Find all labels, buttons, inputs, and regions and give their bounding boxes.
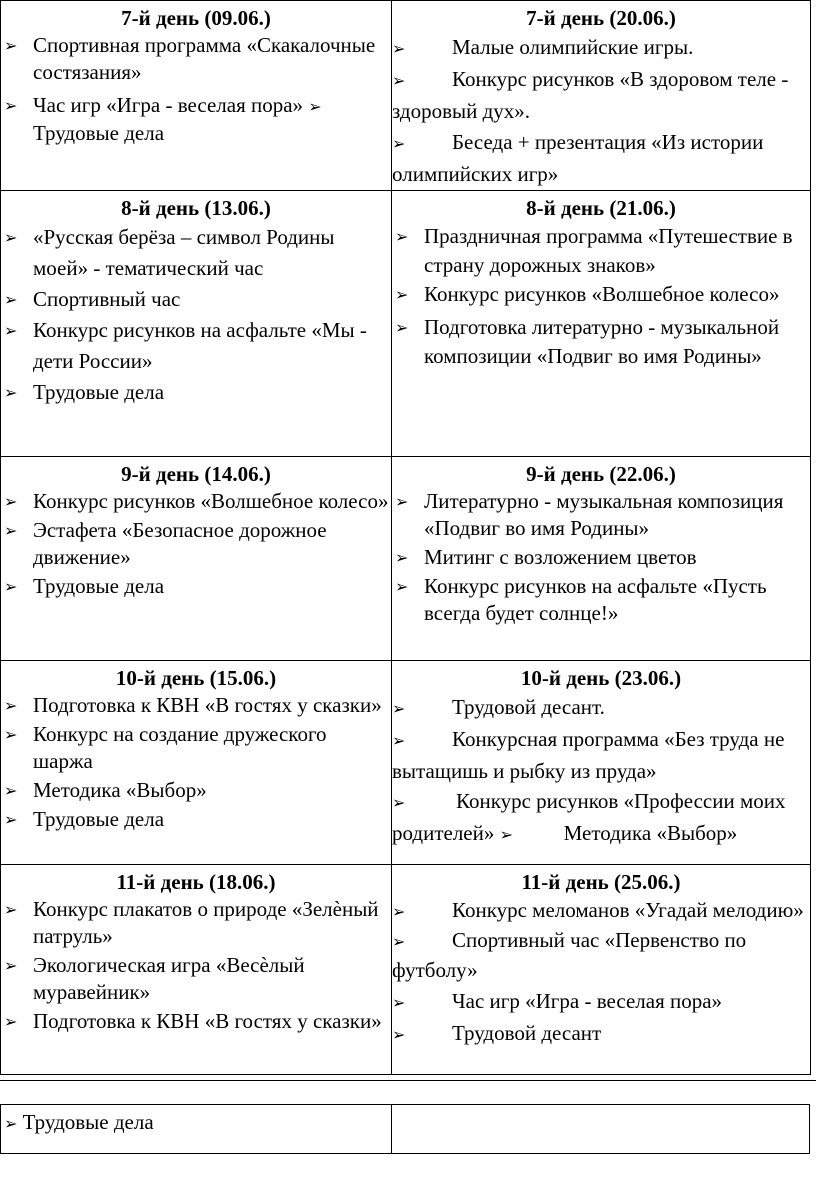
arrow-bullet-icon: ➢ (392, 793, 406, 812)
footer-item: Трудовые дела (22, 1110, 154, 1134)
arrow-bullet-icon: ➢ (395, 318, 409, 337)
arrow-bullet-icon: ➢ (395, 227, 409, 246)
arrow-bullet-icon: ➢ (4, 900, 18, 919)
list-item: ➢ Подготовка к КВН «В гостях у сказки» (4, 693, 382, 717)
list-item: ➢ Митинг с возложением цветов (395, 545, 697, 569)
day-cell (1, 191, 392, 457)
activity-list (392, 32, 810, 190)
list-item: ➢ Беседа + презентация «Из истории олимпийских игр» (392, 130, 764, 186)
list-item: ➢ Трудовые дела (4, 574, 165, 598)
list-item: ➢ Конкурс рисунков «Волшебное колесо» (4, 489, 389, 513)
list-item: ➢ Конкурс рисунков на асфальте «Пусть всегда будет солнце!» (395, 574, 767, 625)
activity-list (392, 896, 810, 1049)
arrow-bullet-icon: ➢ (4, 36, 18, 55)
arrow-bullet-icon: ➢ (395, 548, 409, 567)
day-heading: 9-й день (22.06.) (526, 462, 676, 486)
day-heading: 11-й день (25.06.) (521, 870, 681, 894)
footer-table (0, 1104, 810, 1154)
list-item: ➢ Спортивный час (1, 284, 391, 315)
arrow-bullet-icon: ➢ (4, 96, 18, 115)
arrow-bullet-icon: ➢ (4, 1114, 18, 1133)
day-heading: 11-й день (18.06.) (116, 870, 276, 894)
activity-list (1, 222, 391, 408)
arrow-bullet-icon: ➢ (308, 97, 322, 116)
arrow-bullet-icon: ➢ (4, 725, 18, 744)
list-item: ➢ Час игр «Игра - веселая пора» (392, 987, 810, 1017)
arrow-bullet-icon: ➢ (4, 577, 18, 596)
activity-list (1, 488, 391, 600)
day-cell (1, 457, 392, 661)
list-item: ➢ Конкурс на создание дружеского шаржа (4, 722, 327, 773)
list-item: ➢ Конкурс рисунков на асфальте «Мы - дети России» (1, 315, 391, 377)
day-cell (1, 661, 392, 865)
list-item: ➢ Подготовка литературно - музыкальной композиции «Подвиг во имя Родины» (395, 315, 780, 368)
table-row (1, 865, 811, 1075)
day-heading: 7-й день (20.06.) (526, 6, 676, 30)
list-item: ➢ Эстафета «Безопасное дорожное движение» (4, 518, 327, 569)
list-item: ➢ Трудовые дела (4, 807, 165, 831)
list-item: ➢ Трудовой десант. (392, 692, 810, 724)
list-item: ➢ Малые олимпийские игры. (392, 32, 810, 64)
arrow-bullet-icon: ➢ (4, 492, 18, 511)
day-cell (392, 865, 811, 1075)
list-item: ➢ Конкурс рисунков «Волшебное колесо» (392, 280, 810, 309)
list-item: ➢ Спортивный час «Первенство по футболу» (392, 928, 747, 982)
list-item: ➢ Конкурс меломанов «Угадай мелодию» (392, 896, 810, 926)
arrow-bullet-icon: ➢ (499, 825, 514, 844)
table-row (1, 1, 811, 191)
day-cell (392, 457, 811, 661)
day-heading: 10-й день (15.06.) (115, 666, 277, 690)
list-item: ➢ Конкурс рисунков «Профессии моих родителей» ➢ Методика «Выбор» (392, 786, 810, 850)
page-divider (0, 1080, 816, 1081)
arrow-bullet-icon: ➢ (392, 731, 406, 750)
day-cell (392, 1, 811, 191)
footer-cell (1, 1105, 392, 1154)
arrow-bullet-icon: ➢ (4, 696, 18, 715)
arrow-bullet-icon: ➢ (4, 383, 18, 402)
arrow-bullet-icon: ➢ (4, 956, 18, 975)
list-item: ➢ Конкурс рисунков «В здоровом теле - здоровый дух». (392, 67, 789, 123)
activity-list (392, 222, 810, 371)
activity-list (392, 488, 810, 627)
table-row (1, 661, 811, 865)
arrow-bullet-icon: ➢ (4, 810, 18, 829)
activity-list (1, 32, 391, 147)
day-cell (392, 191, 811, 457)
day-cell (1, 1, 392, 191)
arrow-bullet-icon: ➢ (392, 902, 406, 921)
list-item: ➢ Литературно - музыкальная композиция «Подвиг во имя Родины» (395, 489, 784, 540)
table-row (1, 1105, 810, 1154)
day-cell (1, 865, 392, 1075)
list-item: ➢ Конкурс плакатов о природе «Зелѐный патруль» (4, 897, 379, 948)
arrow-bullet-icon: ➢ (395, 285, 409, 304)
arrow-bullet-icon: ➢ (395, 492, 409, 511)
footer-cell-empty (392, 1105, 810, 1154)
list-item: ➢ Трудовые дела (1, 377, 391, 408)
activity-list (392, 692, 810, 850)
list-item: ➢ Подготовка к КВН «В гостях у сказки» (4, 1009, 382, 1033)
arrow-bullet-icon: ➢ (4, 1012, 18, 1031)
arrow-bullet-icon: ➢ (4, 290, 18, 309)
table-row (1, 457, 811, 661)
list-item: ➢ Экологическая игра «Весѐлый муравейник» (4, 953, 305, 1004)
arrow-bullet-icon: ➢ (392, 39, 406, 58)
arrow-bullet-icon: ➢ (392, 1025, 406, 1044)
day-heading: 9-й день (14.06.) (121, 462, 271, 486)
day-heading: 8-й день (13.06.) (121, 196, 271, 220)
table-row (1, 191, 811, 457)
activity-list (1, 692, 391, 833)
arrow-bullet-icon: ➢ (392, 699, 406, 718)
day-heading: 7-й день (09.06.) (121, 6, 271, 30)
arrow-bullet-icon: ➢ (392, 993, 406, 1012)
list-item: ➢ «Русская берёза – символ Родины моей» - тематический час (1, 222, 391, 284)
arrow-bullet-icon: ➢ (392, 932, 406, 951)
list-item: ➢ Праздничная программа «Путешествие в страну дорожных знаков» (395, 224, 793, 277)
list-item: ➢ Час игр «Игра - веселая пора» ➢ Трудовые дела (4, 93, 322, 145)
arrow-bullet-icon: ➢ (395, 577, 409, 596)
list-item: ➢ Спортивная программа «Скакалочные состязания» (4, 33, 376, 84)
arrow-bullet-icon: ➢ (4, 781, 18, 800)
list-item: ➢ Методика «Выбор» (4, 778, 207, 802)
list-item: ➢ Конкурсная программа «Без труда не вытащишь и рыбку из пруда» (392, 727, 785, 783)
activity-list (1, 896, 391, 1035)
day-heading: 10-й день (23.06.) (520, 666, 682, 690)
arrow-bullet-icon: ➢ (392, 134, 406, 153)
arrow-bullet-icon: ➢ (4, 228, 18, 247)
list-item: ➢ Трудовой десант (392, 1019, 810, 1049)
arrow-bullet-icon: ➢ (392, 71, 406, 90)
arrow-bullet-icon: ➢ (4, 521, 18, 540)
arrow-bullet-icon: ➢ (4, 321, 18, 340)
day-heading: 8-й день (21.06.) (526, 196, 676, 220)
day-cell (392, 661, 811, 865)
